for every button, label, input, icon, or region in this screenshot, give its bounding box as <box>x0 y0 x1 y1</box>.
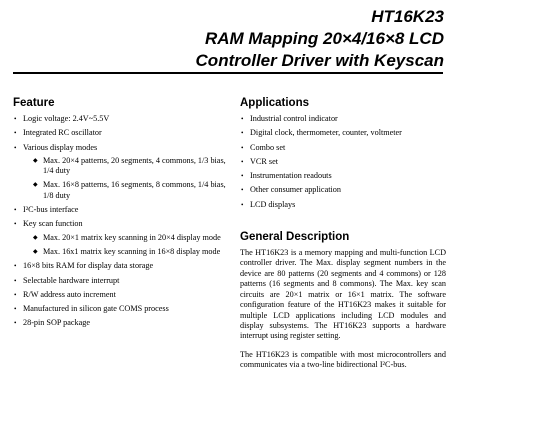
feature-item: • 16×8 bits RAM for display data storage <box>13 261 228 271</box>
document-header <box>196 6 444 72</box>
feature-item: • I²C-bus interface <box>13 205 228 215</box>
applications-heading: Applications <box>240 97 310 109</box>
feature-section <box>13 96 228 333</box>
right-column <box>240 96 446 379</box>
application-item: • Other consumer application <box>240 185 446 195</box>
header-rule <box>13 72 443 74</box>
feature-item: • R/W address auto increment <box>13 290 228 300</box>
general-description-paragraph: The HT16K23 is a memory mapping and multi-function LCD controller driver. The Max. display segment numbers in the device are 80 patterns (20 segments and 4 commons) or 128 patterns (16 segments and 8 commons). The Max. key scan circuits are 20×1 matrix or 16×1 matrix. The software configuration feature of the HT16K23 makes it suitable for multiple LCD applications including LCD modules and display subsystems. The HT16K23 supports a hardware interrupt using register setting. <box>240 248 446 341</box>
feature-heading: Feature <box>13 97 55 109</box>
part-number: HT16K23 <box>371 7 444 26</box>
feature-item: • 28-pin SOP package <box>13 318 228 328</box>
feature-item-display-modes <box>13 143 228 201</box>
general-description-heading: General Description <box>240 231 350 244</box>
application-item: • Instrumentation readouts <box>240 171 446 181</box>
applications-list <box>240 114 446 210</box>
application-item: • LCD displays <box>240 200 446 210</box>
key-scan-item: ◆ Max. 16x1 matrix key scanning in 16×8 display mode <box>33 247 228 257</box>
application-item: • VCR set <box>240 157 446 167</box>
feature-list <box>13 114 228 329</box>
feature-item: • Logic voltage: 2.4V~5.5V <box>13 114 228 124</box>
application-item: • Industrial control indicator <box>240 114 446 124</box>
application-item: • Digital clock, thermometer, counter, voltmeter <box>240 128 446 138</box>
feature-item: • Selectable hardware interrupt <box>13 276 228 286</box>
feature-item: • Integrated RC oscillator <box>13 128 228 138</box>
display-modes-list <box>23 156 228 201</box>
key-scan-list <box>23 233 228 258</box>
display-mode-item: ◆ Max. 20×4 patterns, 20 segments, 4 commons, 1/3 bias, 1/4 duty <box>33 156 228 177</box>
application-item: • Combo set <box>240 143 446 153</box>
key-scan-item: ◆ Max. 20×1 matrix key scanning in 20×4 display mode <box>33 233 228 243</box>
general-description-paragraph: The HT16K23 is compatible with most microcontrollers and communicates via a two-line bidirectional I²C-bus. <box>240 349 446 370</box>
feature-item-label: Key scan function <box>23 219 83 229</box>
feature-item: • Manufactured in silicon gate COMS process <box>13 304 228 314</box>
feature-item-key-scan <box>13 219 228 257</box>
title-line-2: Controller Driver with Keyscan <box>195 51 444 70</box>
title-line-1: RAM Mapping 20×4/16×8 LCD <box>204 29 444 48</box>
display-mode-item: ◆ Max. 16×8 patterns, 16 segments, 8 commons, 1/4 bias, 1/8 duty <box>33 180 228 201</box>
feature-item-label: Various display modes <box>23 142 98 152</box>
